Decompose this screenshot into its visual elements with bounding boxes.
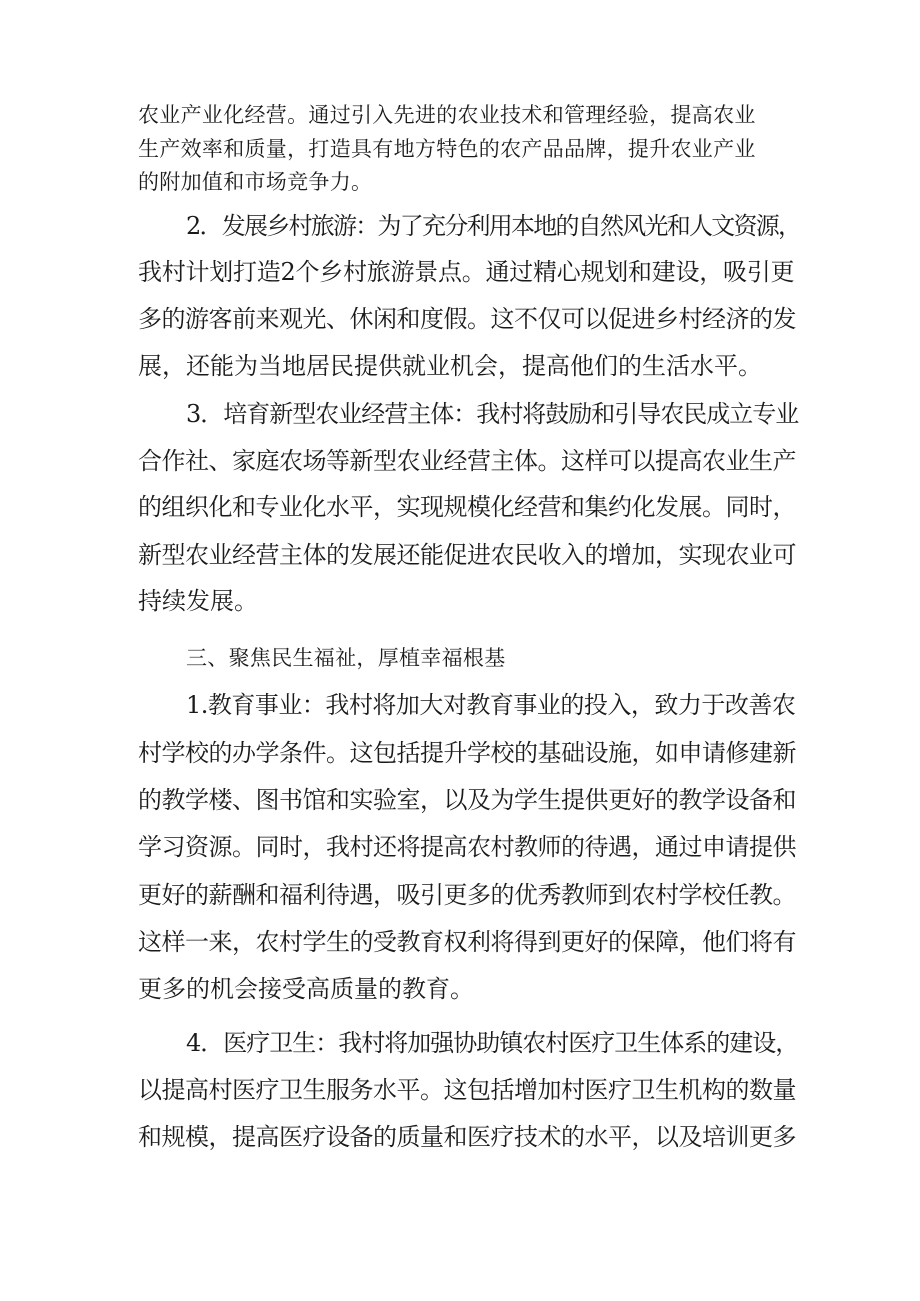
text-line: 持续发展。: [138, 587, 258, 615]
text-line: 3．培育新型农业经营主体：我村将鼓励和引导农民成立专业: [186, 400, 799, 428]
text-line: 2．发展乡村旅游：为了充分利用本地的自然风光和人文资源，: [186, 212, 801, 240]
text-line: 更好的薪酬和福利待遇，吸引更多的优秀教师到农村学校任教。: [138, 881, 796, 909]
text-line: 学习资源。同时，我村还将提高农村教师的待遇，通过申请提供: [138, 833, 796, 861]
text-line: 1.教育事业：我村将加大对教育事业的投入，致力于改善农: [186, 691, 796, 719]
heading-text: 三、聚焦民生福祉，厚植幸福根基: [186, 646, 506, 670]
text-line: 4．医疗卫生：我村将加强协助镇农村医疗卫生体系的建设，: [186, 1029, 799, 1057]
text-line: 更多的机会接受高质量的教育。: [138, 975, 474, 1003]
text-line: 以提高村医疗卫生服务水平。这包括增加村医疗卫生机构的数量: [138, 1076, 796, 1104]
text-line: 新型农业经营主体的发展还能促进农民收入的增加，实现农业可: [138, 541, 796, 569]
text-line: 的附加值和市场竞争力。: [138, 170, 373, 194]
text-line: 我村计划打造2个乡村旅游景点。通过精心规划和建设，吸引更: [138, 258, 795, 286]
text-line: 生产效率和质量，打造具有地方特色的农产品品牌，提升农业产业: [138, 137, 756, 161]
text-line: 和规模，提高医疗设备的质量和医疗技术的水平，以及培训更多: [138, 1123, 796, 1151]
text-line: 农业产业化经营。通过引入先进的农业技术和管理经验，提高农业: [138, 103, 756, 127]
text-line: 这样一来，农村学生的受教育权利将得到更好的保障，他们将有: [138, 928, 796, 956]
text-line: 的教学楼、图书馆和实验室，以及为学生提供更好的教学设备和: [138, 786, 796, 814]
text-line: 的组织化和专业化水平，实现规模化经营和集约化发展。同时，: [138, 493, 796, 521]
text-line: 展，还能为当地居民提供就业机会，提高他们的生活水平。: [138, 352, 762, 380]
text-line: 合作社、家庭农场等新型农业经营主体。这样可以提高农业生产: [138, 447, 796, 475]
text-line: 村学校的办学条件。这包括提升学校的基础设施，如申请修建新: [138, 739, 796, 767]
text-line: 多的游客前来观光、休闲和度假。这不仅可以促进乡村经济的发: [138, 305, 796, 333]
